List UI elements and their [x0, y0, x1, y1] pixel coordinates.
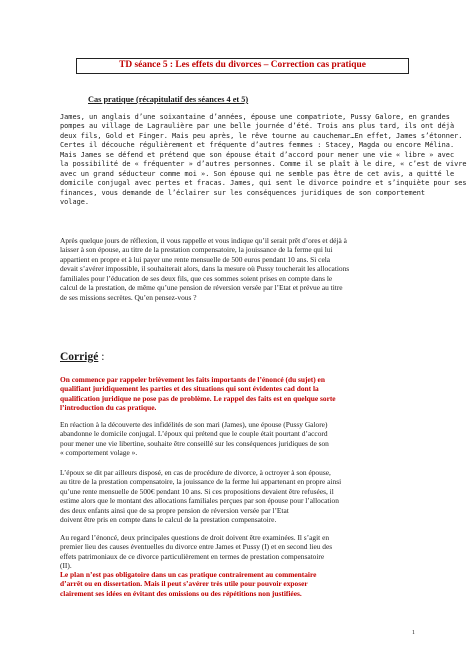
paragraph-facts-summary [60, 420, 415, 458]
text-line: pompes au village de Lagraulière par une belle journée d’été. Trois ans plus tard, ils ont déjà [60, 122, 455, 131]
text-line: qu’une rente mensuelle de 500€ pendant 10 ans. Si ces propositions devaient être refusées, il [60, 486, 334, 496]
text-line: des deux enfants ainsi que de sa propre pension de réversion versée par l’Etat [60, 505, 289, 515]
text-line: Après quelque jours de réflexion, il vous rappelle et vous indique qu’il serait prêt d’ores et déjà à [60, 236, 347, 245]
text-line: de ses missions secrètes. Qu’en pensez-vous ? [60, 292, 197, 302]
text-line: En réaction à la découverte des infidélités de son mari (James), une épouse (Pussy Galore) [60, 420, 328, 429]
text-line: avec un grand séducteur comme moi ». Son épouse qui ne semble pas être de cet avis, a quitté le [60, 169, 455, 178]
text-line: « comportement volage ». [60, 448, 138, 458]
document-title-text: TD séance 5 : Les effets du divorces – Correction cas pratique [119, 60, 366, 70]
text-line: L’époux se dit par ailleurs disposé, en cas de procédure de divorce, à octroyer à son épouse, [60, 468, 331, 477]
text-line: finances, vous demande de l’éclairer sur les conséquences juridiques de son comportement [60, 188, 426, 197]
text-line: effets patrimoniaux de ce divorce particulièrement en termes de prestation compensatoire [60, 551, 325, 561]
text-line: Mais James se défend et prétend que son épouse était d’accord pour mener une vie « libre » avec [60, 150, 455, 159]
paragraph-proposals [60, 468, 415, 525]
text-line: premier lieu des causes éventuelles du divorce entre James et Pussy (I) et en second lieu des [60, 542, 333, 552]
document-title [76, 58, 409, 74]
text-line: au titre de la prestation compensatoire, la jouissance de la ferme lui appartenant en propre ainsi [60, 477, 342, 487]
text-line: domicile conjugal avec pertes et fracas. James, qui sent le divorce poindre et s’inquiète pour ses [60, 179, 467, 188]
case-subtitle: Cas pratique (récapitulatif des séances 4 et 5) [88, 95, 249, 104]
text-line: pour mener une vie libertine, souhaite être conseillé sur les conséquences juridiques de son [60, 438, 329, 448]
text-line: deux fils, Gold et Finger. Mais peu après, le rêve tourne au cauchemar…En effet, James s’étonner. [60, 131, 463, 140]
text-line: Certes il découche régulièrement et fréquente d’autres femmes : Stacey, Magda ou encore Mélina. [60, 141, 455, 150]
text-line: estime alors que le montant des allocations familiales perçues par son épouse pour l’allocation [60, 496, 339, 506]
text-line: Au regard l’énoncé, deux principales questions de droit doivent être examinées. Il s’agit en [60, 533, 330, 542]
text-line: clairement ses idées en évitant des omissions ou des répétitions non justifiées. [60, 588, 302, 598]
text-line: doivent être pris en compte dans le calcul de la prestation compensatoire. [60, 515, 277, 525]
paragraph-question [60, 236, 415, 302]
text-line: devait s’avérer impossible, il souhaiterait alors, dans la mesure où Pussy toucherait les allocations [60, 264, 350, 274]
text-line: Le plan n’est pas obligatoire dans un cas pratique contrairement au commentaire [60, 570, 317, 579]
paragraph-facts [60, 113, 467, 208]
page-number: 1 [412, 630, 415, 636]
paragraph-legal-questions [60, 533, 415, 571]
paragraph-plan-note [60, 570, 415, 598]
corrige-label: Corrigé [60, 351, 99, 363]
text-line: volage. [60, 198, 90, 207]
text-line: d’arrêt ou en dissertation. Mais il peut s’avérer très utile pour pouvoir exposer [60, 579, 308, 589]
text-line: abandonne le domicile conjugal. L’époux qui prétend que le couple était pourtant d’accord [60, 429, 328, 439]
text-line: qualification juridique ne pose pas de problème. Le rappel des faits est en quelque sorte [60, 393, 336, 403]
text-line: calcul de la prestation, de même qu’une pension de réversion versée par l’Etat et prévue au titre [60, 283, 343, 293]
text-line: la possibilité de « fréquenter » d’autres personnes. Comme il se plaît à le dire, « c’est de vivre [60, 160, 467, 169]
text-line: (II). [60, 561, 72, 571]
corrige-colon: : [98, 351, 105, 363]
text-line: l’introduction du cas pratique. [60, 403, 157, 413]
corrige-heading [60, 351, 104, 364]
paragraph-method-note [60, 375, 415, 413]
text-line: familiales pour l’éducation de ses deux fils, que ces sommes soient prises en compte dans le [60, 273, 333, 283]
text-line: On commence par rappeler brièvement les faits importants de l’énoncé (du sujet) en [60, 375, 325, 384]
text-line: appartient en propre et à lui payer une rente mensuelle de 500 euros pendant 10 ans. Si cela [60, 254, 331, 264]
text-line: James, un anglais d’une soixantaine d’années, épouse une compatriote, Pussy Galore, en grandes [60, 113, 450, 121]
text-line: qualifiant juridiquement les parties et des situations qui sont évidentes cad dont la [60, 384, 319, 394]
text-line: laisser à son épouse, au titre de la prestation compensatoire, la jouissance de la ferme qui lui [60, 245, 333, 255]
